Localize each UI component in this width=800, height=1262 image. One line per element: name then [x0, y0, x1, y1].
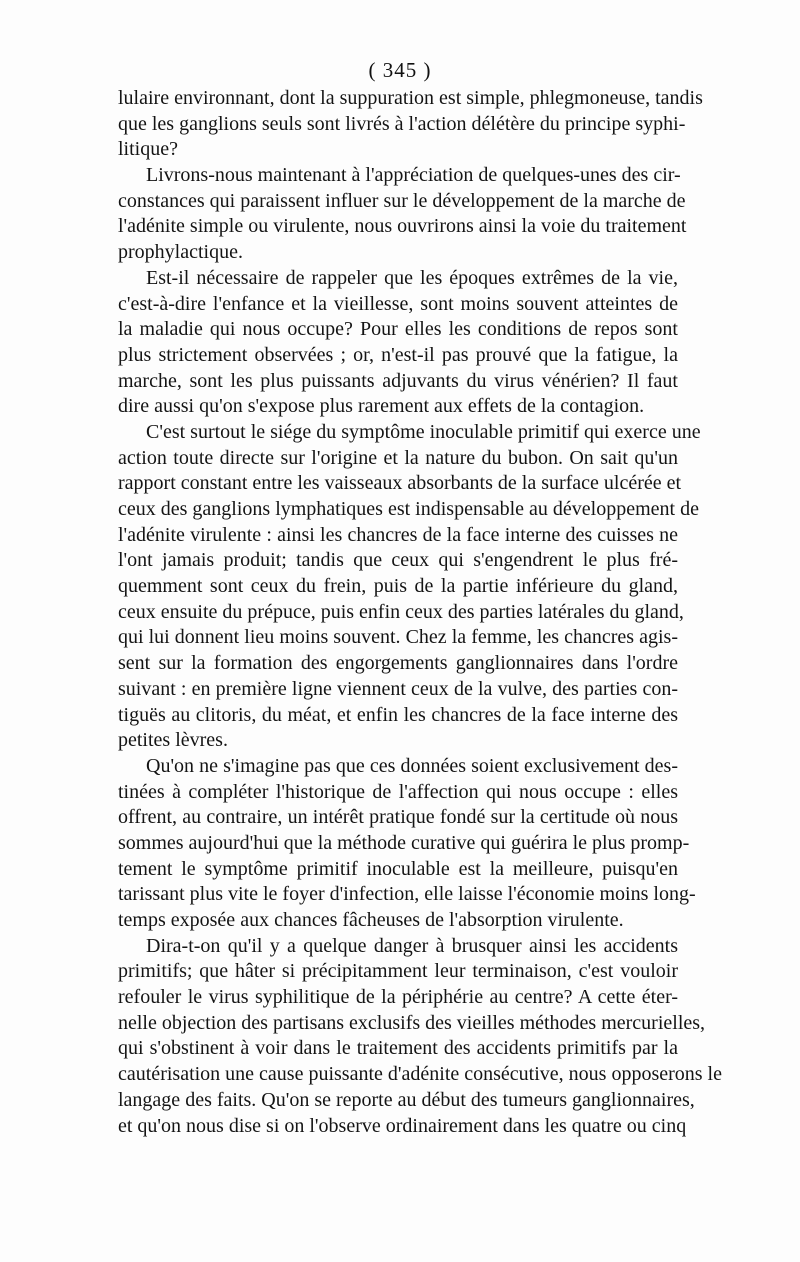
text-line: offrent, au contraire, un intérêt pratique fondé sur la certitude où nous — [118, 806, 678, 829]
text-line: sent sur la formation des engorgements ganglionnaires dans l'ordre — [118, 652, 678, 675]
text-line: prophylactique. — [118, 241, 243, 264]
text-line: qui lui donnent lieu moins souvent. Chez la femme, les chancres agis- — [118, 626, 678, 649]
text-line: tarissant plus vite le foyer d'infection, elle laisse l'économie moins long- — [118, 883, 696, 906]
text-line: action toute directe sur l'origine et la nature du bubon. On sait qu'un — [118, 446, 678, 469]
text-line: temps exposée aux chances fâcheuses de l'absorption virulente. — [118, 909, 624, 931]
text-line: litique? — [118, 138, 178, 161]
text-line: c'est-à-dire l'enfance et la vieillesse, sont moins souvent atteintes de — [118, 292, 678, 315]
text-line: C'est surtout le siége du symptôme inoculable primitif qui exerce une — [146, 420, 701, 443]
text-line: lulaire environnant, dont la suppuration est simple, phlegmoneuse, tandis — [118, 87, 703, 109]
text-line: l'adénite virulente : ainsi les chancres de la face interne des cuisses ne — [118, 523, 678, 546]
text-line: nelle objection des partisans exclusifs des vieilles méthodes mercurielles, — [118, 1011, 706, 1034]
text-line: quemment sont ceux du frein, puis de la partie inférieure du gland, — [118, 575, 678, 598]
text-line: dire aussi qu'on s'expose plus rarement aux effets de la contagion. — [118, 395, 645, 418]
text-line: rapport constant entre les vaisseaux absorbants de la surface ulcérée et — [118, 472, 682, 495]
text-line: que les ganglions seuls sont livrés à l'action délétère du principe syphi- — [118, 112, 686, 135]
text-line: langage des faits. Qu'on se reporte au début des tumeurs ganglionnaires, — [118, 1088, 695, 1111]
text-line: sommes aujourd'hui que la méthode curative qui guérira le plus promp- — [118, 831, 690, 854]
text-line: suivant : en première ligne viennent ceux de la vulve, des parties con- — [118, 677, 678, 700]
text-line: plus strictement observées ; or, n'est-il pas prouvé que la fatigue, la — [118, 343, 678, 366]
text-line: tiguës au clitoris, du méat, et enfin les chancres de la face interne des — [118, 703, 678, 726]
text-line: tement le symptôme primitif inoculable est la meilleure, puisqu'en — [118, 857, 678, 880]
text-line: qui s'obstinent à voir dans le traitement des accidents primitifs par la — [118, 1037, 678, 1060]
text-line: la maladie qui nous occupe? Pour elles les conditions de repos sont — [118, 318, 678, 341]
text-line: petites lèvres. — [118, 729, 228, 752]
text-line: Dira-t-on qu'il y a quelque danger à brusquer ainsi les accidents — [146, 934, 678, 957]
page-number: ( 345 ) — [368, 58, 432, 82]
text-line: Livrons-nous maintenant à l'appréciation de quelques-unes des cir- — [146, 164, 681, 187]
text-line: et qu'on nous dise si on l'observe ordinairement dans les quatre ou cinq — [118, 1114, 687, 1137]
text-line: Est-il nécessaire de rappeler que les époques extrêmes de la vie, — [146, 266, 678, 289]
text-line: l'ont jamais produit; tandis que ceux qui s'engendrent le plus fré- — [118, 549, 678, 572]
text-line: l'adénite simple ou virulente, nous ouvrirons ainsi la voie du traitement — [118, 215, 687, 238]
text-line: refouler le virus syphilitique de la périphérie au centre? A cette éter- — [118, 986, 678, 1009]
text-line: marche, sont les plus puissants adjuvants du virus vénérien? Il faut — [118, 369, 678, 392]
text-line: tinées à compléter l'historique de l'affection qui nous occupe : elles — [118, 780, 678, 803]
body-text — [118, 86, 722, 1139]
text-line: Qu'on ne s'imagine pas que ces données soient exclusivement des- — [146, 754, 678, 777]
text-line: ceux ensuite du prépuce, puis enfin ceux des parties latérales du gland, — [118, 600, 684, 623]
text-line: ceux des ganglions lymphatiques est indispensable au développement de — [118, 498, 699, 520]
text-line: cautérisation une cause puissante d'adénite consécutive, nous opposerons le — [118, 1063, 722, 1086]
text-line: constances qui paraissent influer sur le développement de la marche de — [118, 189, 686, 212]
text-line: primitifs; que hâter si précipitamment leur terminaison, c'est vouloir — [118, 960, 678, 983]
